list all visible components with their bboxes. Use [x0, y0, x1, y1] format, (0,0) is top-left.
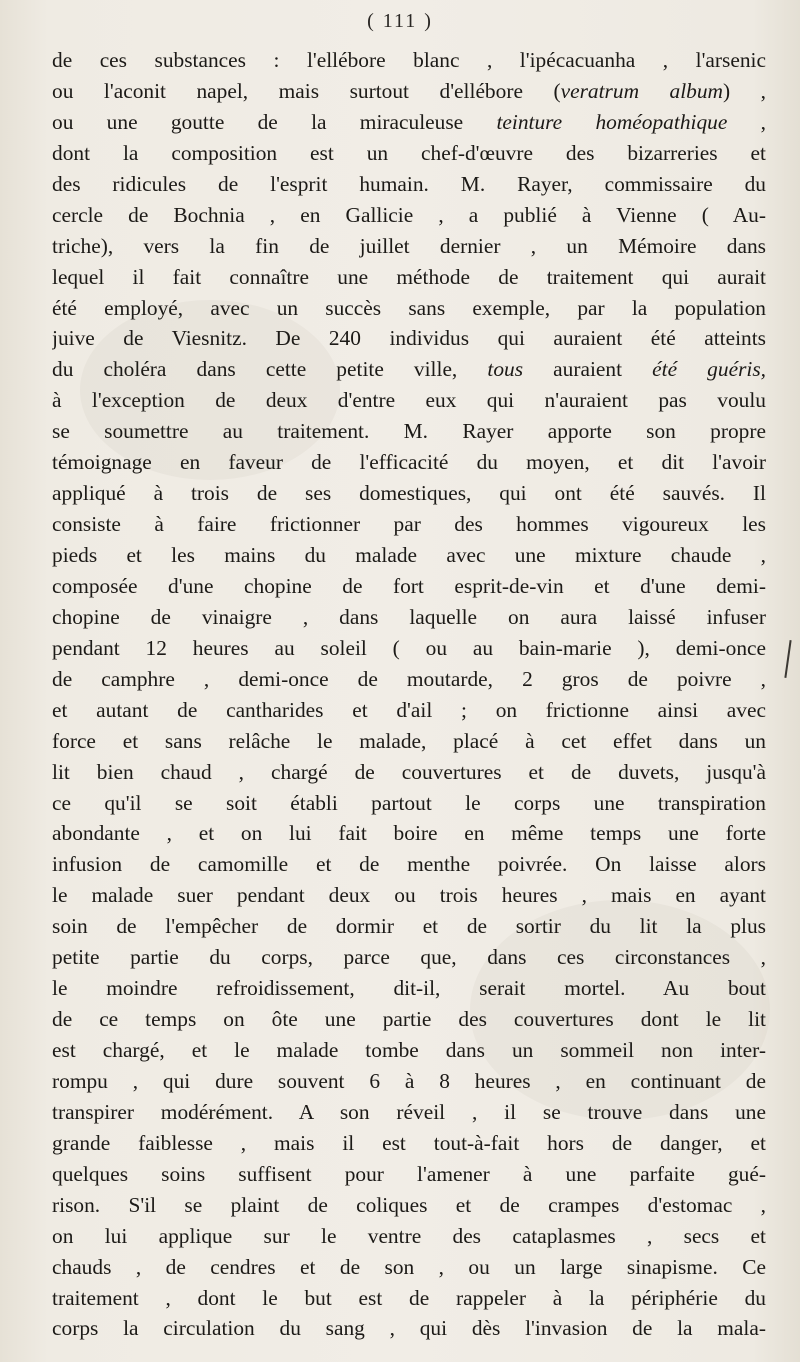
text-line — [52, 293, 766, 324]
text-run: appliqué à trois de ses domestiques, qui ont été sauvés. Il — [52, 481, 766, 506]
text-line — [52, 323, 766, 354]
text-line — [52, 571, 766, 602]
text-run: on lui applique sur le ventre des cataplasmes , secs et — [52, 1223, 766, 1248]
text-line — [52, 849, 766, 880]
text-line — [52, 200, 766, 231]
text-line — [52, 973, 766, 1004]
text-line — [52, 540, 766, 571]
text-line — [52, 1221, 766, 1252]
text-run: lequel il fait connaître une méthode de traitement qui aurait — [52, 264, 766, 289]
text-line — [52, 726, 766, 757]
text-run: pieds et les mains du malade avec une mixture chaude , — [52, 543, 766, 567]
text-line — [52, 818, 766, 849]
text-line — [52, 1097, 766, 1128]
text-line — [52, 385, 766, 416]
text-line — [52, 231, 766, 262]
text-run: pendant 12 heures au soleil ( ou au bain-marie ), demi-once — [52, 635, 766, 660]
text-run: petite partie du corps, parce que, dans ces circonstances , — [52, 945, 766, 970]
text-line — [52, 942, 766, 973]
text-line — [52, 262, 766, 293]
text-line — [52, 169, 766, 200]
text-run: triche), vers la fin de juillet dernier , un Mémoire dans — [52, 233, 766, 258]
text-run: est chargé, et le malade tombe dans un sommeil non inter- — [52, 1038, 766, 1062]
text-line — [52, 478, 766, 509]
text-run: lit bien chaud , chargé de couvertures et de duvets, jusqu'à — [52, 759, 766, 784]
text-line — [52, 416, 766, 447]
margin-mark — [784, 640, 791, 678]
italic-text: veratrum album — [560, 78, 724, 103]
text-run: le malade suer pendant deux ou trois heures , mais en ayant — [52, 883, 766, 908]
text-run: auraient — [523, 357, 653, 382]
text-line — [52, 138, 766, 169]
text-run: témoignage en faveur de l'efficacité du moyen, et dit l'avoir — [52, 450, 766, 475]
text-run: rison. S'il se plaint de coliques et de crampes d'estomac , — [52, 1192, 766, 1217]
text-line — [52, 633, 766, 664]
text-run: infusion de camomille et de menthe poivrée. On laisse alors — [52, 852, 766, 877]
text-run: cercle de Bochnia , en Gallicie , a publié à Vienne ( Au- — [52, 202, 766, 227]
text-run: force et sans relâche le malade, placé à cet effet dans un — [52, 728, 766, 753]
text-line — [52, 1004, 766, 1035]
page-number: ( 111 ) — [367, 10, 433, 32]
text-run: ) , — [723, 78, 766, 103]
text-line — [52, 1159, 766, 1190]
text-run: ce qu'il se soit établi partout le corps une transpiration — [52, 790, 766, 815]
text-run: chauds , de cendres et de son , ou un large sinapisme. Ce — [52, 1254, 766, 1279]
text-run: se soumettre au traitement. M. Rayer apporte son propre — [52, 419, 766, 444]
text-line — [52, 757, 766, 788]
text-run: ou l'aconit napel, mais surtout d'ellébore ( — [52, 78, 561, 103]
text-line — [52, 447, 766, 478]
text-run: grande faiblesse , mais il est tout-à-fait hors de danger, et — [52, 1130, 766, 1155]
text-line — [52, 354, 766, 385]
text-line — [52, 1035, 766, 1066]
text-line — [52, 602, 766, 633]
text-run: de camphre , demi-once de moutarde, 2 gros de poivre , — [52, 666, 766, 691]
text-run: consiste à faire frictionner par des hommes vigoureux les — [52, 512, 766, 537]
text-run: juive de Viesnitz. De 240 individus qui auraient été atteints — [52, 326, 766, 351]
text-line — [52, 695, 766, 726]
text-run: traitement , dont le but est de rappeler à la périphérie du — [52, 1285, 766, 1310]
text-line — [52, 76, 766, 107]
text-run: de ce temps on ôte une partie des couvertures dont le lit — [52, 1007, 766, 1032]
text-line — [52, 45, 766, 76]
text-run: dont la composition est un chef-d'œuvre des bizarreries et — [52, 140, 766, 165]
text-run: chopine de vinaigre , dans laquelle on aura laissé infuser — [52, 604, 766, 629]
italic-text: tous — [487, 357, 524, 382]
body-text — [52, 45, 766, 1344]
text-line — [52, 1313, 766, 1344]
text-run: de ces substances : l'ellébore blanc , l'ipécacuanha , l'arsenic — [52, 48, 766, 72]
italic-text: teinture homéopathique — [496, 109, 728, 134]
text-run: quelques soins suffisent pour l'amener à une parfaite gué- — [52, 1161, 766, 1186]
text-run: été employé, avec un succès sans exemple, par la population — [52, 295, 766, 320]
text-run: corps la circulation du sang , qui dès l'invasion de la mala- — [52, 1316, 766, 1341]
text-run: composée d'une chopine de fort esprit-de-vin et d'une demi- — [52, 573, 766, 598]
text-line — [52, 788, 766, 819]
text-run: le moindre refroidissement, dit-il, serait mortel. Au bout — [52, 976, 766, 1001]
text-line — [52, 509, 766, 540]
text-line — [52, 1128, 766, 1159]
text-run: des ridicules de l'esprit humain. M. Rayer, commissaire du — [52, 171, 766, 196]
text-run: du choléra dans cette petite ville, — [52, 357, 488, 382]
text-line — [52, 911, 766, 942]
text-run: , — [727, 109, 766, 134]
text-run: rompu , qui dure souvent 6 à 8 heures , en continuant de — [52, 1068, 766, 1093]
text-run: ou une goutte de la miraculeuse — [52, 109, 497, 134]
text-line — [52, 880, 766, 911]
text-line — [52, 664, 766, 695]
text-line — [52, 1283, 766, 1314]
italic-text: été guéris, — [652, 357, 766, 382]
text-run: soin de l'empêcher de dormir et de sortir du lit la plus — [52, 914, 766, 939]
text-run: et autant de cantharides et d'ail ; on frictionne ainsi avec — [52, 697, 766, 722]
text-line — [52, 107, 766, 138]
text-line — [52, 1190, 766, 1221]
text-line — [52, 1252, 766, 1283]
text-run: abondante , et on lui fait boire en même temps une forte — [52, 821, 766, 846]
text-run: transpirer modérément. A son réveil , il se trouve dans une — [52, 1099, 766, 1124]
text-run: à l'exception de deux d'entre eux qui n'auraient pas voulu — [52, 388, 766, 413]
text-line — [52, 1066, 766, 1097]
